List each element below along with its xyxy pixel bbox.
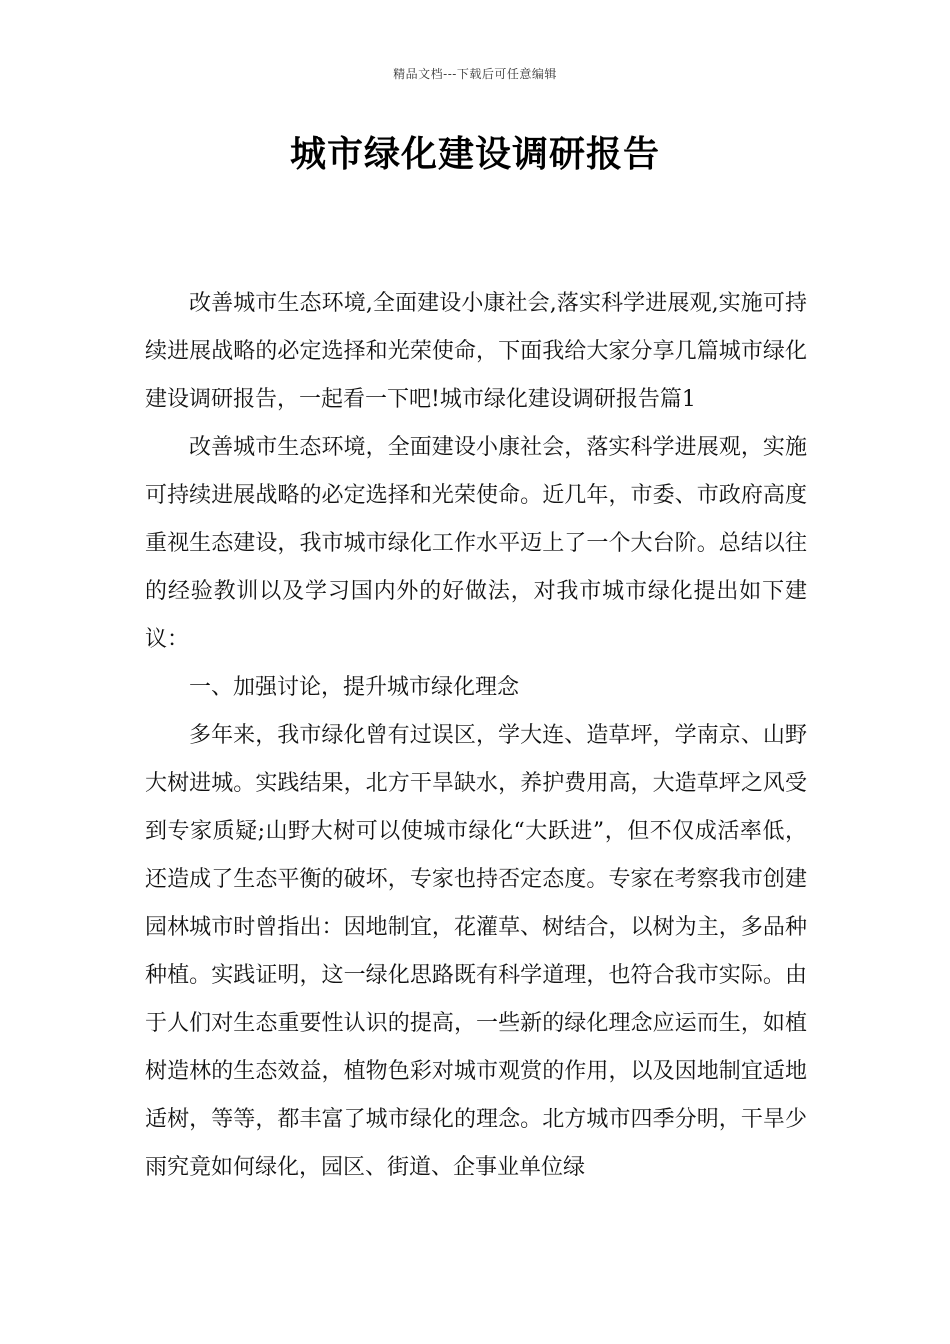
section-heading-1: 一、加强讨论，提升城市绿化理念 xyxy=(189,675,520,700)
paragraph-section-1: 多年来，我市绿化曾有过误区，学大连、造草坪，学南京、山野大树进城。实践结果，北方干旱缺水，养护费用高，大造草坪之风受到专家质疑;山野大树可以使城市绿化“大跃进”，但不仅成活率低，还造成了生态平衡的破坏，专家也持否定态度。专家在考察我市创建园林城市时曾指出：因地制宜，花灌草、树结合，以树为主，多品种种植。实践证明，这一绿化思路既有科学道理，也符合我市实际。由于人们对生态重要性认识的提高，一些新的绿化理念应运而生，如植树造林的生态效益，植物色彩对城市观赏的作用，以及因地制宜适地适树，等等，都丰富了城市绿化的理念。北方城市四季分明，干旱少雨究竟如何绿化，园区、街道、企事业单位绿 xyxy=(145,723,807,1180)
document-body xyxy=(145,280,807,1192)
document-title: 城市绿化建设调研报告 xyxy=(289,133,660,175)
header-note: 精品文档---下载后可任意编辑 xyxy=(393,67,557,81)
paragraph-intro: 改善城市生态环境,全面建设小康社会,落实科学进展观,实施可持续进展战略的必定选择和光荣使命，下面我给大家分享几篇城市绿化建设调研报告，一起看一下吧!城市绿化建设调研报告篇1 xyxy=(145,291,807,412)
paragraph-overview: 改善城市生态环境，全面建设小康社会，落实科学进展观，实施可持续进展战略的必定选择和光荣使命。近几年，市委、市政府高度重视生态建设，我市城市绿化工作水平迈上了一个大台阶。总结以往的经验教训以及学习国内外的好做法，对我市城市绿化提出如下建议： xyxy=(145,435,807,652)
